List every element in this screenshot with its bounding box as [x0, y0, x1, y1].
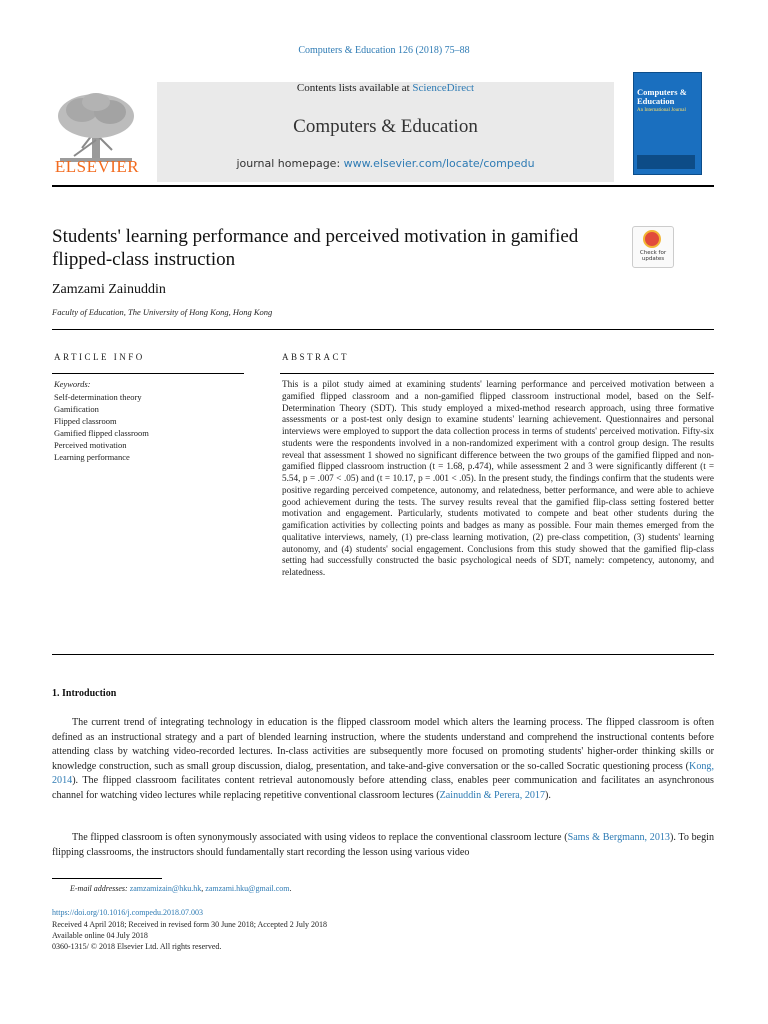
journal-homepage — [157, 157, 614, 170]
author-affiliation: Faculty of Education, The University of Hong Kong, Hong Kong — [52, 307, 273, 317]
check-updates-label: Check for updates — [639, 250, 667, 262]
keyword-item: Flipped classroom — [54, 416, 117, 426]
abstract-text: This is a pilot study aimed at examining students' learning performance and perceived motivation between a gamified flipped classroom and a non-gamified flipped classroom instructional model, based on the Self-Determination Theory (SDT). This study employed a mixed-method research approach, using three formative assessments or a post-test only design to examine students' learning achievement. Questionnaires and personal interviews were employed to support the data collection process in terms of students' perceived motivation. Fifty-six students were the respondents involved in a non-randomized experiment with a control group design. The results reveal that assessment 1 showed no significant difference between the two groups of the gamified flipped and non-gamified flipped classroom instruction (t = 1.68, p.474), while assessment 2 and 3 were significantly different (t = 5.54, p = .007 < .05) and (t = 10.17, p = .001 < .05). In the present study, the findings confirm that the students were positive regarding perceived competence, autonomy, and relatedness, better performance, and were able to achieve good achievement during the tests. The survey results reveal that the gamified flip-class setting fostered better motivation and engagement. Particularly, students motivated to compete and beat other students during the gamification activities by collecting points and badges as many as possible. Four main themes emerged from the qualitative interviews, namely, (1) pre-class learning motivation, (2) pre-class competition, (3) students' learning autonomy, and (4) students' social engagement. Conclusions from this study showed that the gamified flip-class setting had successfully constructed the basic psychological needs of SDT, namely: competency, autonomy, and relatedness. — [282, 379, 714, 577]
contents-available — [157, 82, 614, 94]
intro-paragraph-2 — [52, 831, 714, 860]
keyword-item: Gamification — [54, 404, 99, 414]
email-link-1[interactable]: zamzamizain@hku.hk — [129, 884, 202, 893]
footnote-rule — [52, 878, 162, 879]
citation-zainuddin-perera-2017[interactable]: Zainuddin & Perera, 2017 — [439, 789, 546, 801]
journal-title: Computers & Education — [293, 116, 478, 137]
article-info-rule — [52, 373, 244, 374]
copyright-notice: 0360-1315/ © 2018 Elsevier Ltd. All rights reserved. — [52, 942, 222, 951]
intro-p1-mid: ). The flipped classroom facilitates content retrieval autonomously before attending class, enables peer communication and facilitates an asynchronous channel for watching video lectures while replacing repetitive conventional classroom lectures ( — [52, 775, 714, 801]
cover-title: Computers & Education — [637, 87, 687, 106]
email-link-2[interactable]: zamzami.hku@gmail.com — [205, 884, 290, 893]
keyword-item: Perceived motivation — [54, 440, 127, 450]
keywords-label: Keywords: — [54, 379, 91, 389]
citation-sams-bergmann-2013[interactable]: Sams & Bergmann, 2013 — [567, 832, 670, 843]
doi-link[interactable]: https://doi.org/10.1016/j.compedu.2018.07.003 — [52, 908, 203, 917]
cover-subtitle: An International Journal — [637, 108, 686, 113]
cover-strip — [637, 155, 695, 169]
email-end: . — [289, 884, 292, 893]
intro-p2-end: ). To begin flipping classrooms, the instructors should fundamentally start recording the lesson using various video — [52, 832, 714, 858]
intro-p1-text: The current trend of integrating technology in education is the flipped classroom model which alters the learning process. The flipped classroom is often defined as an instructional strategy and a part of blended learning instruction, where the students understand and comprehend the instructional contents before attending class by watching video-recorded lectures. In-class activities are subsequently more focused on promoting students' higher-order thinking skills or knowledge construction, such as small group discussion, dialog, presentation, and take-and-give conversation or the so-called Socratic questioning process ( — [52, 717, 714, 772]
author-name: Zamzami Zainuddin — [52, 282, 166, 297]
homepage-prefix: journal homepage: — [236, 157, 344, 170]
introduction-heading: 1. Introduction — [52, 688, 117, 699]
keywords-list — [54, 391, 149, 463]
email-addresses — [70, 884, 292, 893]
sciencedirect-link[interactable]: ScienceDirect — [412, 82, 475, 94]
email-separator: , — [201, 884, 206, 893]
keyword-item: Learning performance — [54, 452, 130, 462]
abstract-heading: ABSTRACT — [282, 352, 350, 362]
intro-p1-end: ). — [545, 789, 551, 801]
intro-p2-text: The flipped classroom is often synonymously associated with using videos to replace the conventional classroom lecture ( — [72, 832, 568, 843]
contents-prefix: Contents lists available at — [296, 82, 413, 94]
available-online-date: Available online 04 July 2018 — [52, 931, 148, 940]
abstract-divider — [52, 654, 714, 655]
intro-paragraph-1 — [52, 716, 714, 804]
article-title: Students' learning performance and perceived motivation in gamified flipped-class instruction — [52, 226, 579, 270]
check-updates-icon — [643, 230, 661, 248]
abstract-rule — [280, 373, 714, 374]
article-info-heading: ARTICLE INFO — [54, 352, 145, 362]
elsevier-wordmark: ELSEVIER — [54, 157, 140, 176]
journal-reference-link[interactable]: Computers & Education 126 (2018) 75–88 — [298, 45, 470, 56]
received-dates: Received 4 April 2018; Received in revised form 30 June 2018; Accepted 2 July 2018 — [52, 920, 328, 929]
homepage-link[interactable]: www.elsevier.com/locate/compedu — [343, 157, 535, 170]
email-label: E-mail addresses: — [70, 884, 128, 893]
keyword-item: Gamified flipped classroom — [54, 428, 149, 438]
citation-kong-2014[interactable]: Kong, 2014 — [52, 760, 714, 787]
header-divider — [52, 185, 714, 187]
title-divider — [52, 329, 714, 330]
keyword-item: Self-determination theory — [54, 392, 142, 402]
